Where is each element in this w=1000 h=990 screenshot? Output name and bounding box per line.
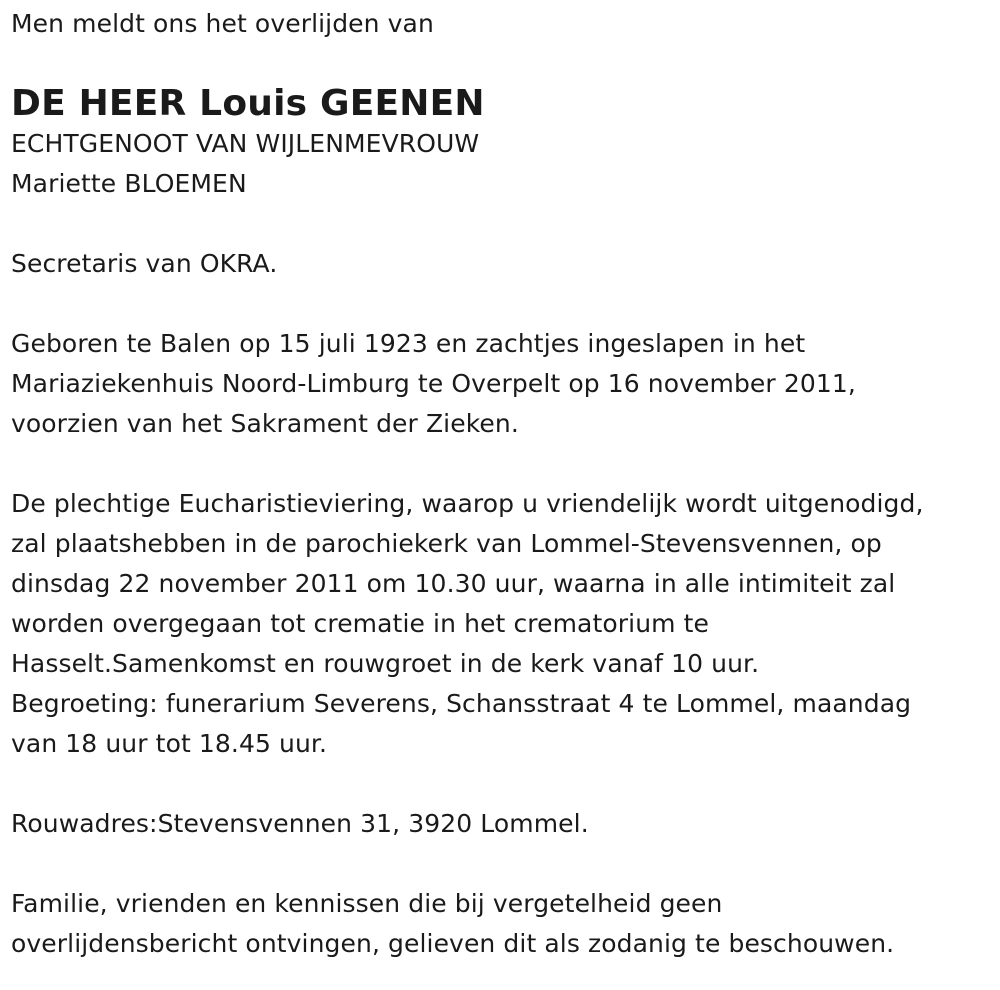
paragraph-line: Geboren te Balen op 15 juli 1923 en zachtjes ingeslapen in het — [11, 329, 806, 358]
intro-text: Men meldt ons het overlijden van — [11, 9, 434, 38]
obituary-notice — [11, 4, 991, 964]
paragraph-line: dinsdag 22 november 2011 om 10.30 uur, waarna in alle intimiteit zal — [11, 569, 896, 598]
paragraph-line: De plechtige Eucharistieviering, waarop u vriendelijk wordt uitgenodigd, — [11, 489, 924, 518]
role-text: Secretaris van OKRA. — [11, 249, 278, 278]
paragraph-line: overlijdensbericht ontvingen, gelieven dit als zodanig te beschouwen. — [11, 929, 895, 958]
paragraph-line: van 18 uur tot 18.45 uur. — [11, 729, 328, 758]
paragraph-line: worden overgegaan tot crematie in het crematorium te — [11, 609, 710, 638]
paragraph-line: Mariaziekenhuis Noord-Limburg te Overpelt op 16 november 2011, — [11, 369, 856, 398]
spacer — [11, 764, 991, 804]
spouse-line-1: ECHTGENOOT VAN WIJLENMEVROUW — [11, 129, 480, 158]
spacer — [11, 284, 991, 324]
paragraph-line: zal plaatshebben in de parochiekerk van Lommel-Stevensvennen, op — [11, 529, 882, 558]
closing-paragraph — [11, 884, 991, 964]
spouse-line-2: Mariette BLOEMEN — [11, 169, 247, 198]
deceased-name: DE HEER Louis GEENEN — [11, 83, 485, 124]
paragraph-line: Familie, vrienden en kennissen die bij vergetelheid geen — [11, 889, 723, 918]
ceremony-paragraph — [11, 484, 991, 764]
spacer — [11, 204, 991, 244]
spacer — [11, 444, 991, 484]
birth-death-paragraph — [11, 324, 991, 444]
paragraph-line: Hasselt.Samenkomst en rouwgroet in de kerk vanaf 10 uur. — [11, 649, 760, 678]
paragraph-line: Begroeting: funerarium Severens, Schansstraat 4 te Lommel, maandag — [11, 689, 912, 718]
paragraph-line: voorzien van het Sakrament der Zieken. — [11, 409, 519, 438]
spacer — [11, 844, 991, 884]
mourning-address: Rouwadres:Stevensvennen 31, 3920 Lommel. — [11, 809, 589, 838]
